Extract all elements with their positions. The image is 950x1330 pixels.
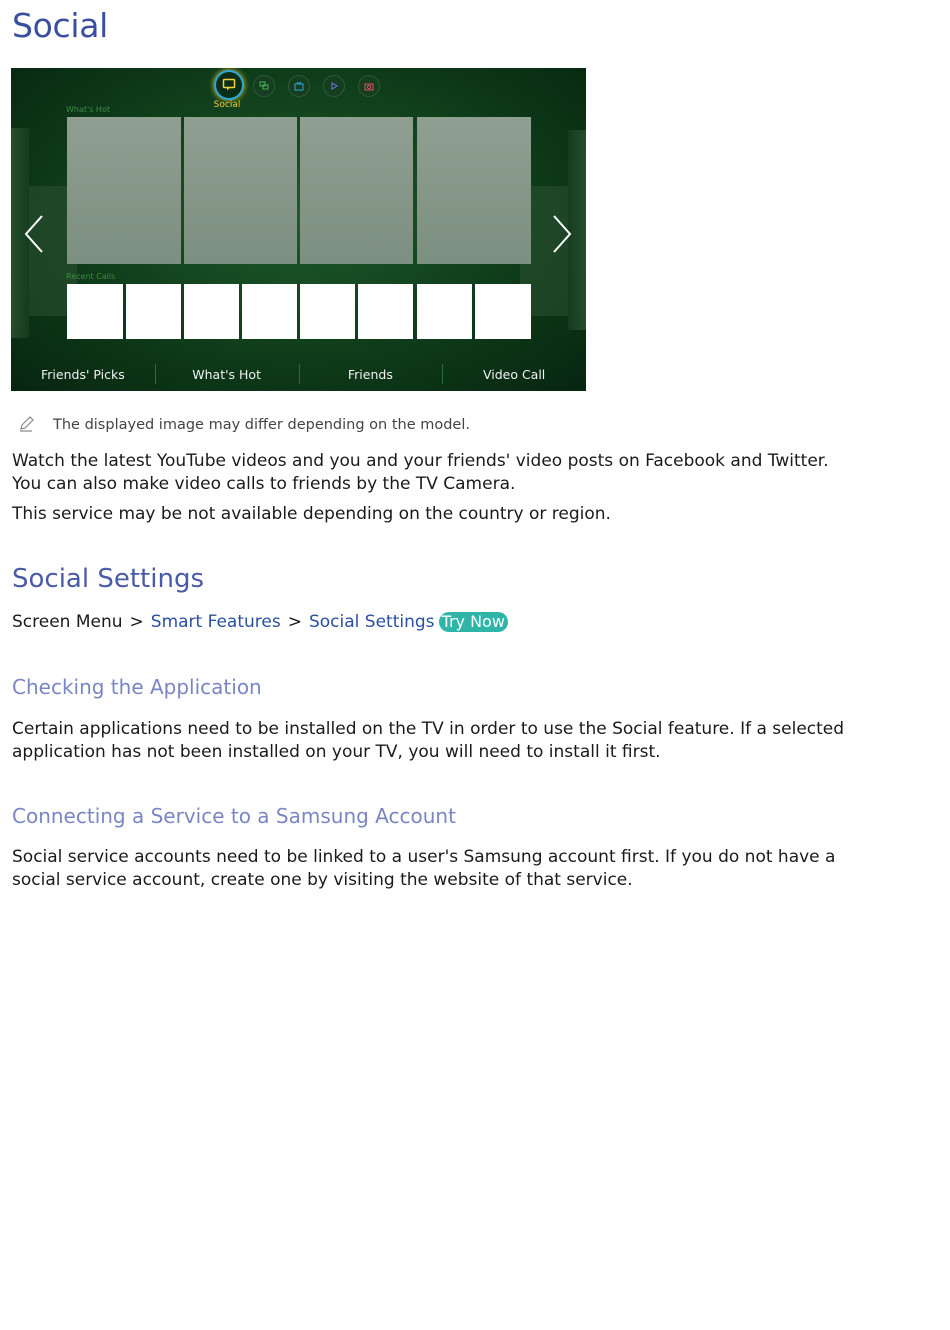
connecting-body: Social service accounts need to be linked to a user's Samsung account first. If you do not have a social service account, create one by visiting the website of that service. bbox=[12, 847, 836, 890]
whats-hot-tile[interactable] bbox=[417, 117, 531, 264]
recent-call-tile[interactable] bbox=[67, 284, 123, 339]
recent-call-tile[interactable] bbox=[475, 284, 531, 339]
recent-call-tile[interactable] bbox=[242, 284, 297, 339]
play-icon[interactable] bbox=[324, 76, 344, 96]
whats-hot-tile[interactable] bbox=[184, 117, 297, 264]
checking-heading: Checking the Application bbox=[12, 675, 262, 699]
breadcrumb-root: Screen Menu bbox=[12, 612, 123, 632]
page-title: Social bbox=[12, 6, 109, 45]
intro-paragraph: Watch the latest YouTube videos and you and your friends' video posts on Facebook and Twitter. You can also make video calls to friends by the TV Camera. bbox=[12, 451, 829, 494]
breadcrumb-social-settings[interactable]: Social Settings bbox=[308, 612, 435, 632]
tab-whats-hot[interactable]: What's Hot bbox=[155, 357, 299, 391]
social-settings-heading: Social Settings bbox=[12, 564, 204, 594]
recent-call-tile[interactable] bbox=[417, 284, 472, 339]
note-text: The displayed image may differ depending on the model. bbox=[53, 417, 470, 433]
whats-hot-tile[interactable] bbox=[67, 117, 181, 264]
bottom-tabs bbox=[11, 357, 586, 391]
checking-body: Certain applications need to be installed on the TV in order to use the Social feature. If a selected application has not been installed on your TV, you will need to install it first. bbox=[12, 719, 845, 762]
breadcrumb-separator: > bbox=[287, 612, 302, 632]
whats-hot-tile[interactable] bbox=[300, 117, 413, 264]
whats-hot-label: What's Hot bbox=[66, 105, 110, 114]
social-icon[interactable] bbox=[216, 72, 242, 98]
tab-friends-picks[interactable]: Friends' Picks bbox=[41, 366, 125, 382]
multiscreen-icon[interactable] bbox=[254, 76, 274, 96]
tab-video-call[interactable]: Video Call bbox=[442, 357, 586, 391]
recent-call-tile[interactable] bbox=[126, 284, 181, 339]
connecting-heading: Connecting a Service to a Samsung Account bbox=[12, 804, 456, 828]
model-note bbox=[18, 415, 470, 437]
try-now-button[interactable]: Try Now bbox=[439, 612, 508, 632]
breadcrumb bbox=[12, 612, 508, 632]
camera-icon[interactable] bbox=[359, 76, 379, 96]
pencil-icon bbox=[18, 415, 40, 437]
social-screenshot bbox=[11, 68, 586, 391]
breadcrumb-separator: > bbox=[129, 612, 144, 632]
recent-calls-label: Recent Calls bbox=[66, 272, 116, 281]
chevron-right-icon[interactable] bbox=[551, 214, 571, 254]
chevron-left-icon[interactable] bbox=[23, 214, 43, 254]
tab-friends[interactable]: Friends bbox=[299, 357, 443, 391]
tv-icon[interactable] bbox=[289, 76, 309, 96]
recent-call-tile[interactable] bbox=[184, 284, 239, 339]
availability-paragraph: This service may be not available depending on the country or region. bbox=[12, 504, 611, 524]
selected-icon-label: Social bbox=[213, 100, 241, 110]
recent-call-tile[interactable] bbox=[358, 284, 413, 339]
breadcrumb-smart-features[interactable]: Smart Features bbox=[150, 612, 281, 632]
recent-call-tile[interactable] bbox=[300, 284, 355, 339]
